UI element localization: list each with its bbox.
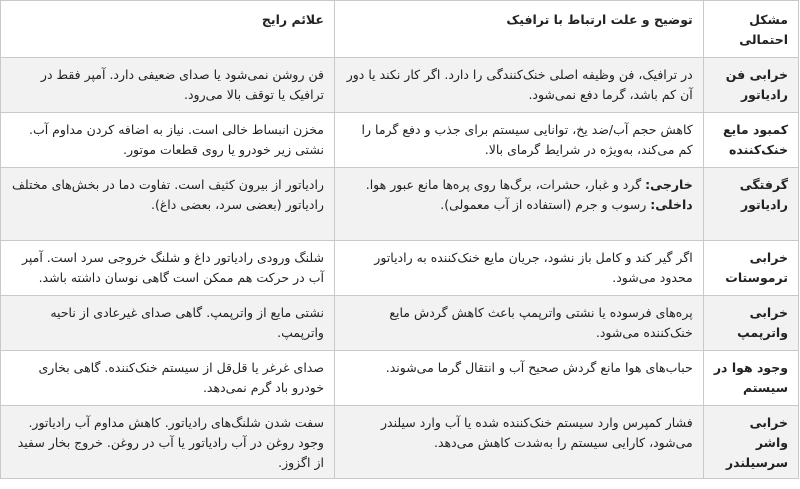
cause-internal-text: رسوب و جرم (استفاده از آب معمولی). bbox=[440, 197, 647, 212]
table-row bbox=[1, 58, 799, 113]
table-row bbox=[1, 406, 799, 479]
symptoms-cell: رادیاتور از بیرون کثیف است. تفاوت دما در بخش‌های مختلف رادیاتور (بعضی سرد، بعضی داغ). bbox=[1, 168, 335, 241]
header-problem: مشکل احتمالی bbox=[703, 1, 798, 58]
cause-cell bbox=[334, 168, 703, 241]
problem-cell: خرابی ترموستات bbox=[703, 241, 798, 296]
symptoms-cell: صدای غرغر یا قل‌قل از سیستم خنک‌کننده. گاهی بخاری خودرو باد گرم نمی‌دهد. bbox=[1, 351, 335, 406]
cause-cell: در ترافیک، فن وظیفه اصلی خنک‌کنندگی را دارد. اگر کار نکند یا دور آن کم باشد، گرما دفع نمی‌شود. bbox=[334, 58, 703, 113]
problem-cell: خرابی واشر سرسیلندر bbox=[703, 406, 798, 479]
cause-internal bbox=[345, 195, 693, 215]
problem-cell: وجود هوا در سیستم bbox=[703, 351, 798, 406]
table-header-row bbox=[1, 1, 799, 58]
problem-cell: گرفتگی رادیاتور bbox=[703, 168, 798, 241]
symptoms-cell: سفت شدن شلنگ‌های رادیاتور. کاهش مداوم آب رادیاتور. وجود روغن در آب رادیاتور یا آب در روغن. خروج بخار سفید از اگزوز. bbox=[1, 406, 335, 479]
cause-cell: فشار کمپرس وارد سیستم خنک‌کننده شده یا آب وارد سیلندر می‌شود، کارایی سیستم را به‌شدت کاهش می‌دهد. bbox=[334, 406, 703, 479]
cause-external-label: خارجی: bbox=[645, 177, 693, 192]
table-row bbox=[1, 351, 799, 406]
problem-cell: کمبود مایع خنک‌کننده bbox=[703, 113, 798, 168]
table-row bbox=[1, 168, 799, 241]
table-row bbox=[1, 241, 799, 296]
cause-cell: حباب‌های هوا مانع گردش صحیح آب و انتقال گرما می‌شوند. bbox=[334, 351, 703, 406]
table-row bbox=[1, 113, 799, 168]
cause-external bbox=[345, 175, 693, 195]
cause-cell: کاهش حجم آب/ضد یخ، توانایی سیستم برای جذب و دفع گرما را کم می‌کند، به‌ویژه در شرایط گرمای بالا. bbox=[334, 113, 703, 168]
header-symptoms: علائم رایج bbox=[1, 1, 335, 58]
problem-cell: خرابی واترپمپ bbox=[703, 296, 798, 351]
cause-cell: اگر گیر کند و کامل باز نشود، جریان مایع خنک‌کننده به رادیاتور محدود می‌شود. bbox=[334, 241, 703, 296]
table-row bbox=[1, 296, 799, 351]
cause-internal-label: داخلی: bbox=[650, 197, 693, 212]
symptoms-cell: شلنگ ورودی رادیاتور داغ و شلنگ خروجی سرد است. آمپر آب در حرکت هم ممکن است گاهی نوسان داشته باشد. bbox=[1, 241, 335, 296]
cause-cell: پره‌های فرسوده یا نشتی واترپمپ باعث کاهش گردش مایع خنک‌کننده می‌شود. bbox=[334, 296, 703, 351]
symptoms-cell: فن روشن نمی‌شود یا صدای ضعیفی دارد. آمپر فقط در ترافیک یا توقف بالا می‌رود. bbox=[1, 58, 335, 113]
cause-external-text: گرد و غبار، حشرات، برگ‌ها روی پره‌ها مانع عبور هوا. bbox=[365, 177, 642, 192]
symptoms-cell: مخزن انبساط خالی است. نیاز به اضافه کردن مداوم آب. نشتی زیر خودرو یا روی قطعات موتور. bbox=[1, 113, 335, 168]
symptoms-cell: نشتی مایع از واترپمپ. گاهی صدای غیرعادی از ناحیه واترپمپ. bbox=[1, 296, 335, 351]
header-cause: توضیح و علت ارتباط با ترافیک bbox=[334, 1, 703, 58]
problem-cell: خرابی فن رادیاتور bbox=[703, 58, 798, 113]
